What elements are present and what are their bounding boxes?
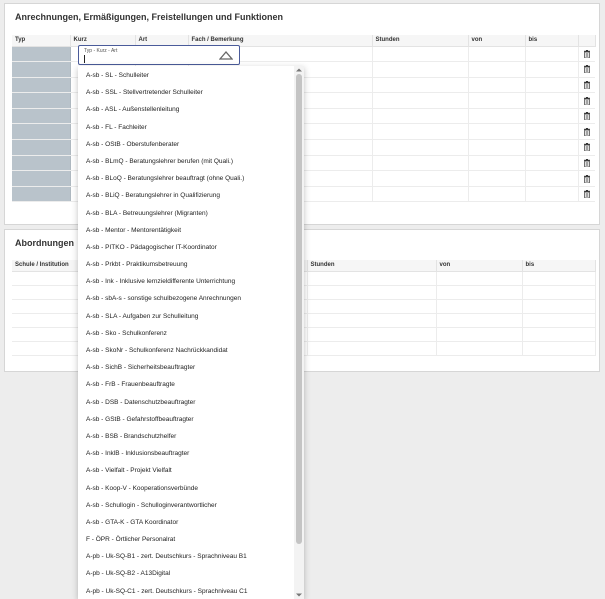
anrechnungen-title: Anrechnungen, Ermäßigungen, Freistellungen und Funktionen xyxy=(15,12,284,22)
col-typ: Typ xyxy=(12,35,70,46)
dropdown-option[interactable]: A-pb - Uk-SQ-C1 - zert. Deutschkurs - Sprachniveau C1 xyxy=(86,587,248,595)
table-cell xyxy=(307,285,436,299)
table-cell xyxy=(522,285,595,299)
table-cell xyxy=(525,46,578,62)
table-cell xyxy=(436,341,522,355)
dropdown-option[interactable]: A-sb - GStB - Gefahrstoffbeauftragter xyxy=(86,415,194,423)
table-cell xyxy=(372,62,468,78)
dropdown-option[interactable]: A-sb - Vielfalt - Projekt Vielfalt xyxy=(86,467,172,475)
table-cell xyxy=(525,108,578,124)
table-cell xyxy=(522,341,595,355)
table-cell xyxy=(372,124,468,140)
dropdown-option[interactable]: A-sb - InklB - Inklusionsbeauftragter xyxy=(86,450,190,458)
col-kurz: Kurz xyxy=(70,35,135,46)
trash-icon[interactable] xyxy=(584,65,590,73)
dropdown-option[interactable]: A-sb - Sko - Schulkonferenz xyxy=(86,329,167,337)
dropdown-option[interactable]: A-sb - SSL - Stellvertretender Schulleiter xyxy=(86,89,203,97)
abordnungen-title: Abordnungen xyxy=(15,238,74,248)
dropdown-option[interactable]: A-sb - SLA - Aufgaben zur Schulleitung xyxy=(86,312,199,320)
row-actions xyxy=(578,124,595,140)
dropdown-option[interactable]: A-sb - BLmQ - Beratungslehrer berufen (mit Quali.) xyxy=(86,157,234,165)
table-cell xyxy=(468,155,525,171)
typ-cell xyxy=(12,46,70,62)
dropdown-option[interactable]: A-sb - BLA - Betreuungslehrer (Migranten) xyxy=(86,209,208,217)
table-cell xyxy=(436,271,522,285)
dropdown-option[interactable]: A-sb - SkoNr - Schulkonferenz Nachrückkandidat xyxy=(86,347,228,354)
table-cell xyxy=(307,327,436,341)
table-cell xyxy=(436,313,522,327)
dropdown-option[interactable]: A-sb - PITKO - Pädagogischer IT-Koordinator xyxy=(86,243,217,251)
dropdown-option[interactable]: A-sb - sbA-s - sonstige schulbezogene Anrechnungen xyxy=(86,295,242,303)
col-von: von xyxy=(468,35,525,46)
col-art: Art xyxy=(135,35,188,46)
col-actions xyxy=(578,35,595,46)
col-fach: Fach / Bemerkung xyxy=(188,35,372,46)
row-actions xyxy=(578,46,595,62)
trash-icon[interactable] xyxy=(584,159,590,167)
table-cell xyxy=(468,77,525,93)
table-cell xyxy=(468,46,525,62)
dropdown-option[interactable]: A-pb - Uk-SQ-B1 - zert. Deutschkurs - Sprachniveau B1 xyxy=(86,553,247,561)
table-cell xyxy=(468,62,525,78)
dropdown-scrollbar[interactable] xyxy=(294,66,304,599)
col-von: von xyxy=(436,260,522,271)
table-cell xyxy=(525,171,578,187)
dropdown-option[interactable]: F - ÖPR - Örtlicher Personalrat xyxy=(86,536,176,544)
col-bis: bis xyxy=(522,260,595,271)
table-cell xyxy=(522,327,595,341)
typ-kurz-art-combobox[interactable] xyxy=(78,45,240,65)
table-cell xyxy=(307,299,436,313)
dropdown-option[interactable]: A-sb - Koop-V - Kooperationsverbünde xyxy=(86,484,199,492)
table-cell xyxy=(436,285,522,299)
table-cell xyxy=(307,271,436,285)
table-cell xyxy=(372,46,468,62)
table-cell xyxy=(468,93,525,109)
options-list xyxy=(78,67,304,599)
typ-cell xyxy=(12,108,70,124)
typ-cell xyxy=(12,186,70,202)
trash-icon[interactable] xyxy=(584,81,590,89)
table-cell xyxy=(372,140,468,156)
table-cell xyxy=(522,299,595,313)
dropdown-option[interactable]: A-sb - FrB - Frauenbeauftragte xyxy=(86,381,175,389)
table-cell xyxy=(525,186,578,202)
table-cell xyxy=(525,77,578,93)
dropdown-option[interactable]: A-sb - BSB - Brandschutzhelfer xyxy=(86,432,177,440)
table-cell xyxy=(525,155,578,171)
dropdown-option[interactable]: A-sb - FL - Fachleiter xyxy=(86,123,147,131)
typ-cell xyxy=(12,93,70,109)
dropdown-option[interactable]: A-sb - Schullogin - Schulloginverantwortlicher xyxy=(86,501,217,509)
table-cell xyxy=(525,62,578,78)
table-cell xyxy=(468,140,525,156)
col-bis: bis xyxy=(525,35,578,46)
col-stunden: Stunden xyxy=(372,35,468,46)
dropdown-option[interactable]: A-sb - Ink - Inklusive lernzieldifferente Unterrichtung xyxy=(86,278,236,286)
typ-cell xyxy=(12,140,70,156)
typ-cell xyxy=(12,77,70,93)
typ-cell xyxy=(12,171,70,187)
table-cell xyxy=(436,299,522,313)
dropdown-option[interactable]: A-sb - Mentor - Mentorentätigkeit xyxy=(86,226,182,234)
row-actions xyxy=(578,155,595,171)
trash-icon[interactable] xyxy=(584,143,590,151)
table-cell xyxy=(372,155,468,171)
table-cell xyxy=(522,271,595,285)
table-cell xyxy=(372,77,468,93)
table-cell xyxy=(372,171,468,187)
col-stunden: Stunden xyxy=(307,260,436,271)
dropdown-option[interactable]: A-sb - DSB - Datenschutzbeauftragter xyxy=(86,398,196,406)
trash-icon[interactable] xyxy=(584,97,590,105)
triangle-up-icon[interactable] xyxy=(219,51,233,60)
table-cell xyxy=(525,124,578,140)
row-actions xyxy=(578,62,595,78)
table-cell xyxy=(307,341,436,355)
dropdown-option[interactable]: A-sb - GTA-K - GTA Koordinator xyxy=(86,518,179,526)
typ-cell xyxy=(12,155,70,171)
dropdown-option[interactable]: A-sb - Prkbt - Praktikumsbetreuung xyxy=(86,261,188,269)
table-cell xyxy=(525,93,578,109)
table-cell xyxy=(372,93,468,109)
trash-icon[interactable] xyxy=(584,190,590,198)
typ-cell xyxy=(12,62,70,78)
dropdown-option[interactable]: A-sb - BLiQ - Beratungslehrer in Qualifizierung xyxy=(86,192,221,200)
table-cell xyxy=(468,186,525,202)
scroll-up-icon[interactable] xyxy=(296,67,302,73)
col-schule: Schule / Institution xyxy=(12,260,162,271)
trash-icon[interactable] xyxy=(584,112,590,120)
table-cell xyxy=(436,327,522,341)
row-actions xyxy=(578,77,595,93)
table-cell xyxy=(522,313,595,327)
row-actions xyxy=(578,140,595,156)
table-cell xyxy=(372,186,468,202)
table-cell xyxy=(468,124,525,140)
dropdown-option[interactable]: A-sb - OStB - Oberstufenberater xyxy=(86,140,180,148)
row-actions xyxy=(578,93,595,109)
dropdown-option[interactable]: A-sb - ASL - Außenstellenleitung xyxy=(86,106,180,114)
trash-icon[interactable] xyxy=(584,128,590,136)
combobox-label: Typ - Kurz - Art xyxy=(84,48,118,54)
dropdown-option[interactable]: A-sb - SL - Schulleiter xyxy=(86,72,149,79)
row-actions xyxy=(578,108,595,124)
trash-icon[interactable] xyxy=(584,175,590,183)
table-cell xyxy=(468,108,525,124)
table-cell xyxy=(468,171,525,187)
options-dropdown xyxy=(78,66,304,599)
text-caret xyxy=(84,55,85,63)
table-cell xyxy=(372,108,468,124)
row-actions xyxy=(578,186,595,202)
dropdown-option[interactable]: A-pb - Uk-SQ-B2 - A13Digital xyxy=(86,570,171,578)
typ-cell xyxy=(12,124,70,140)
trash-icon[interactable] xyxy=(584,50,590,58)
scroll-down-icon[interactable] xyxy=(296,592,302,598)
row-actions xyxy=(578,171,595,187)
table-cell xyxy=(307,313,436,327)
dropdown-option[interactable]: A-sb - SichB - Sicherheitsbeauftragter xyxy=(86,364,196,372)
scrollbar-thumb[interactable] xyxy=(296,74,302,544)
dropdown-option[interactable]: A-sb - BLoQ - Beratungslehrer beauftragt (ohne Quali.) xyxy=(86,175,245,183)
table-cell xyxy=(525,140,578,156)
